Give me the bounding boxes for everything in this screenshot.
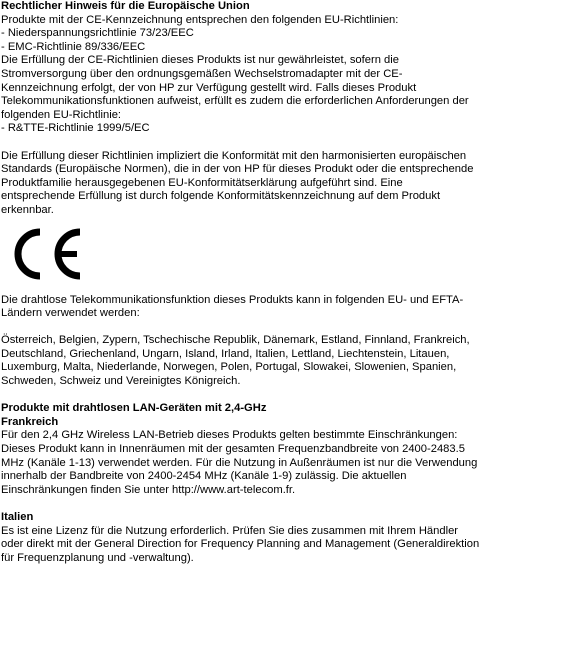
ce-mark-container [1, 218, 577, 294]
wireless-usage-line: Ländern verwendet werden: [1, 307, 140, 320]
eu-notice-line: Die Erfüllung der CE-Richtlinien dieses Produkts ist nur gewährleistet, sofern die [1, 54, 399, 67]
wlan-heading: Produkte mit drahtlosen LAN-Geräten mit 2,4-GHz [1, 402, 267, 415]
document-page [1, 0, 577, 565]
paragraph-gap [1, 497, 577, 511]
wlan-line: Einschränkungen finden Sie unter http://www.art-telecom.fr. [1, 483, 296, 496]
wlan-section [1, 402, 577, 497]
italy-line: Es ist eine Lizenz für die Nutzung erforderlich. Prüfen Sie dies zusammen mit Ihrem Händler [1, 524, 459, 537]
countries-line: Luxemburg, Malta, Niederlande, Norwegen, Polen, Portugal, Slowakei, Slowenien, Spanien, [1, 361, 457, 374]
ce-mark-icon [9, 226, 85, 282]
wlan-line: Dieses Produkt kann in Innenräumen mit der gesamten Frequenzbandbreite von 2400-2483.5 [1, 443, 465, 456]
paragraph-gap [1, 389, 577, 403]
wireless-usage-line: Die drahtlose Telekommunikationsfunktion dieses Produkts kann in folgenden EU- und EFTA- [1, 293, 464, 306]
countries-paragraph [1, 334, 577, 388]
eu-notice-line: Kennzeichnung erfolgt, der von HP zur Verfügung gestellt wird. Falls dieses Produkt [1, 81, 417, 94]
countries-line: Österreich, Belgien, Zypern, Tschechische Republik, Dänemark, Estland, Finnland, Frankreich, [1, 334, 470, 347]
italy-line: für Frequenzplanung und -verwaltung). [1, 551, 194, 564]
wlan-line: innerhalb der Bandbreite von 2400-2454 MHz (Kanäle 1-9) zulässig. Die aktuellen [1, 470, 407, 483]
eu-notice-line: Telekommunikationsfunktionen aufweist, erfüllt es zudem die erforderlichen Anforderungen der [1, 95, 469, 108]
eu-notice-line: folgenden EU-Richtlinie: [1, 108, 122, 121]
paragraph-gap [1, 321, 577, 335]
wireless-usage-paragraph [1, 294, 577, 321]
conformity-line: entsprechende Erfüllung ist durch folgende Konformitätskennzeichnung auf dem Produkt [1, 190, 441, 203]
conformity-paragraph [1, 150, 577, 218]
conformity-line: Produktfamilie herausgegebenen EU-Konformitätserklärung aufgeführt sind. Eine [1, 176, 403, 189]
wlan-line: MHz (Kanäle 1-13) verwendet werden. Für die Nutzung in Außenräumen ist nur die Verwendung [1, 456, 478, 469]
italy-heading: Italien [1, 511, 34, 523]
eu-notice-line: Produkte mit der CE-Kennzeichnung entsprechen den folgenden EU-Richtlinien: [1, 13, 399, 26]
france-subheading: Frankreich [1, 415, 59, 428]
conformity-line: Die Erfüllung dieser Richtlinien impliziert die Konformität mit den harmonisierten europäischen [1, 149, 467, 162]
countries-line: Schweden, Schweiz und Vereinigtes Königreich. [1, 375, 241, 388]
eu-notice-section [1, 0, 577, 136]
countries-line: Deutschland, Griechenland, Ungarn, Island, Irland, Italien, Lettland, Liechtenstein, Litauen, [1, 347, 450, 360]
conformity-line: Standards (Europäische Normen), die in der von HP für dieses Produkt oder die entsprechende [1, 163, 474, 176]
wlan-line: Für den 2,4 GHz Wireless LAN-Betrieb dieses Produkts gelten bestimmte Einschränkungen: [1, 429, 458, 442]
eu-notice-line: Stromversorgung über den ordnungsgemäßen Wechselstromadapter mit der CE- [1, 67, 403, 80]
eu-notice-heading: Rechtlicher Hinweis für die Europäische Union [1, 0, 250, 12]
eu-notice-line: - EMC-Richtlinie 89/336/EEC [1, 40, 146, 53]
italy-section [1, 511, 577, 565]
conformity-line: erkennbar. [1, 203, 54, 216]
italy-line: oder direkt mit der General Direction for Frequency Planning and Management (Generaldirektion [1, 538, 480, 551]
paragraph-gap [1, 136, 577, 150]
eu-notice-line: - R&TTE-Richtlinie 1999/5/EC [1, 122, 150, 135]
eu-notice-line: - Niederspannungsrichtlinie 73/23/EEC [1, 27, 194, 40]
